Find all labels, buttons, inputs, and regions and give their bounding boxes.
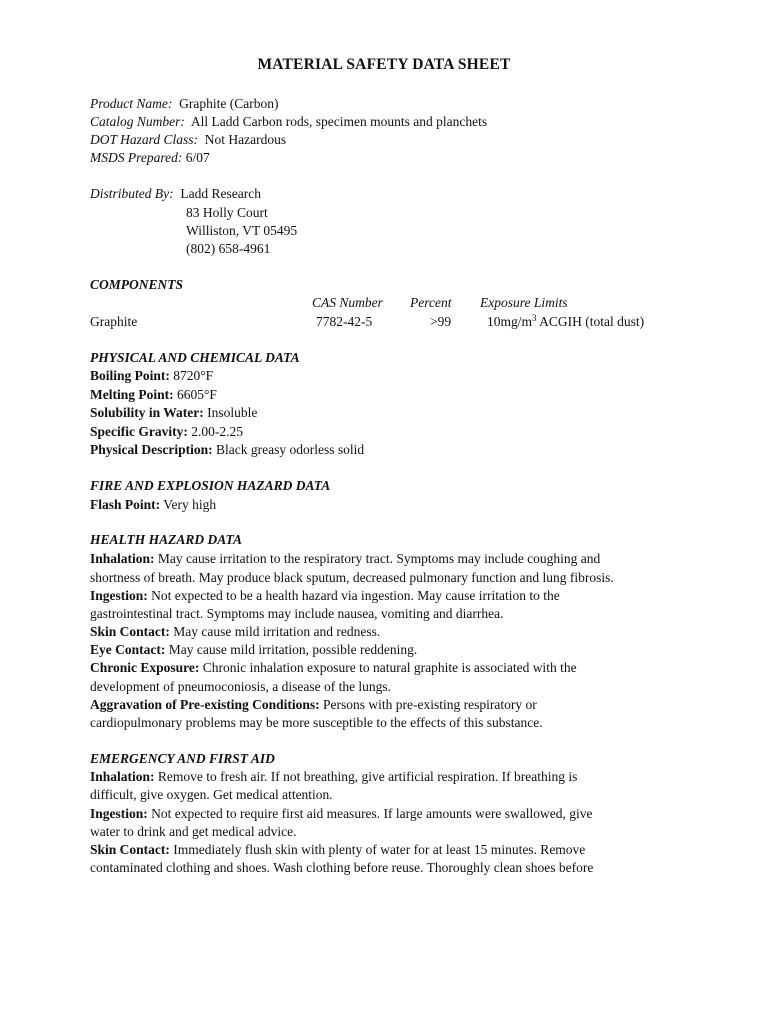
aid-ingestion-text: Not expected to require first aid measures. If large amounts were swallowed, give <box>151 806 593 821</box>
solubility-row <box>90 404 257 422</box>
physical-description-value: Black greasy odorless solid <box>216 442 365 457</box>
catalog-number-value: All Ladd Carbon rods, specimen mounts and planchets <box>190 114 488 129</box>
health-inhalation-text: May cause irritation to the respiratory tract. Symptoms may include coughing and <box>157 551 601 566</box>
health-inhalation-label: Inhalation: <box>90 551 155 566</box>
aid-skin-label: Skin Contact: <box>90 842 170 857</box>
boiling-point-label: Boiling Point: <box>90 368 170 383</box>
aid-ingestion-label: Ingestion: <box>90 806 148 821</box>
aid-inhalation-text: Remove to fresh air. If not breathing, give artificial respiration. If breathing is <box>157 769 578 784</box>
col-percent: Percent <box>410 295 452 310</box>
aid-inhalation-label: Inhalation: <box>90 769 155 784</box>
melting-point-row <box>90 386 217 404</box>
boiling-point-value: 8720°F <box>173 368 214 383</box>
col-exposure-limits: Exposure Limits <box>480 295 568 310</box>
limit-value: 10mg/m <box>487 314 533 329</box>
fire-heading: FIRE AND EXPLOSION HAZARD DATA <box>90 478 331 493</box>
health-aggravation-text: Persons with pre-existing respiratory or <box>323 697 537 712</box>
distributor-name: Ladd Research <box>180 186 261 201</box>
distributor-label: Distributed By: <box>90 186 174 201</box>
health-skin-text: May cause mild irritation and redness. <box>173 624 381 639</box>
aid-skin-text: Immediately flush skin with plenty of water for at least 15 minutes. Remove <box>173 842 586 857</box>
specific-gravity-label: Specific Gravity: <box>90 424 188 439</box>
health-eye-text: May cause mild irritation, possible reddening. <box>168 642 418 657</box>
distributor-row <box>90 185 261 203</box>
component-name: Graphite <box>90 314 138 329</box>
component-percent: >99 <box>430 314 452 329</box>
aid-ingestion-line1 <box>90 805 593 823</box>
solubility-label: Solubility in Water: <box>90 405 204 420</box>
health-chronic-text: Chronic inhalation exposure to natural graphite is associated with the <box>202 660 577 675</box>
dot-hazard-row <box>90 131 286 149</box>
catalog-number-row <box>90 113 487 131</box>
document-title: MATERIAL SAFETY DATA SHEET <box>257 56 511 73</box>
health-inhalation-line1 <box>90 550 600 568</box>
health-ingestion-line1 <box>90 587 560 605</box>
physical-heading: PHYSICAL AND CHEMICAL DATA <box>90 350 300 365</box>
dot-hazard-value: Not Hazardous <box>204 132 287 147</box>
limit-note: ACGIH (total dust) <box>536 314 645 329</box>
flash-point-row <box>90 496 216 514</box>
specific-gravity-row <box>90 423 243 441</box>
health-ingestion-line2: gastrointestinal tract. Symptoms may include nausea, vomiting and diarrhea. <box>90 606 504 621</box>
first-aid-heading: EMERGENCY AND FIRST AID <box>90 751 275 766</box>
aid-skin-line2: contaminated clothing and shoes. Wash clothing before reuse. Thoroughly clean shoes before <box>90 860 594 875</box>
physical-description-label: Physical Description: <box>90 442 213 457</box>
melting-point-label: Melting Point: <box>90 387 174 402</box>
health-chronic-label: Chronic Exposure: <box>90 660 200 675</box>
health-chronic-line1 <box>90 659 577 677</box>
msds-prepared-row <box>90 149 210 167</box>
health-chronic-line2: development of pneumoconiosis, a disease of the lungs. <box>90 679 392 694</box>
health-eye-contact <box>90 641 417 659</box>
physical-description-row <box>90 441 364 459</box>
flash-point-value: Very high <box>163 497 217 512</box>
solubility-value: Insoluble <box>207 405 258 420</box>
aid-skin-line1 <box>90 841 585 859</box>
product-name-row <box>90 95 278 113</box>
health-ingestion-label: Ingestion: <box>90 588 148 603</box>
aid-ingestion-line2: water to drink and get medical advice. <box>90 824 297 839</box>
distributor-city: Williston, VT 05495 <box>186 223 298 238</box>
health-skin-contact <box>90 623 380 641</box>
health-skin-label: Skin Contact: <box>90 624 170 639</box>
health-aggravation-label: Aggravation of Pre-existing Conditions: <box>90 697 320 712</box>
health-eye-label: Eye Contact: <box>90 642 166 657</box>
components-heading: COMPONENTS <box>90 277 184 292</box>
limit-exponent: 3 <box>532 313 537 323</box>
component-cas: 7782-42-5 <box>316 314 373 329</box>
health-inhalation-line2: shortness of breath. May produce black sputum, decreased pulmonary function and lung fibrosis. <box>90 570 614 585</box>
product-name-label: Product Name: <box>90 96 173 111</box>
health-ingestion-text: Not expected to be a health hazard via ingestion. May cause irritation to the <box>151 588 560 603</box>
aid-inhalation-line2: difficult, give oxygen. Get medical attention. <box>90 787 333 802</box>
melting-point-value: 6605°F <box>177 387 217 402</box>
boiling-point-row <box>90 367 213 385</box>
component-exposure-limit <box>487 313 644 331</box>
specific-gravity-value: 2.00-2.25 <box>191 424 243 439</box>
aid-inhalation-line1 <box>90 768 577 786</box>
health-aggravation-line2: cardiopulmonary problems may be more susceptible to the effects of this substance. <box>90 715 543 730</box>
distributor-street: 83 Holly Court <box>186 205 268 220</box>
col-cas-number: CAS Number <box>312 295 383 310</box>
product-name-value: Graphite (Carbon) <box>179 96 279 111</box>
distributor-phone: (802) 658-4961 <box>186 241 271 256</box>
flash-point-label: Flash Point: <box>90 497 161 512</box>
health-aggravation-line1 <box>90 696 537 714</box>
catalog-number-label: Catalog Number: <box>90 114 185 129</box>
health-heading: HEALTH HAZARD DATA <box>90 532 243 547</box>
msds-prepared-label: MSDS Prepared: <box>90 150 183 165</box>
msds-prepared-value: 6/07 <box>185 150 210 165</box>
dot-hazard-label: DOT Hazard Class: <box>90 132 199 147</box>
